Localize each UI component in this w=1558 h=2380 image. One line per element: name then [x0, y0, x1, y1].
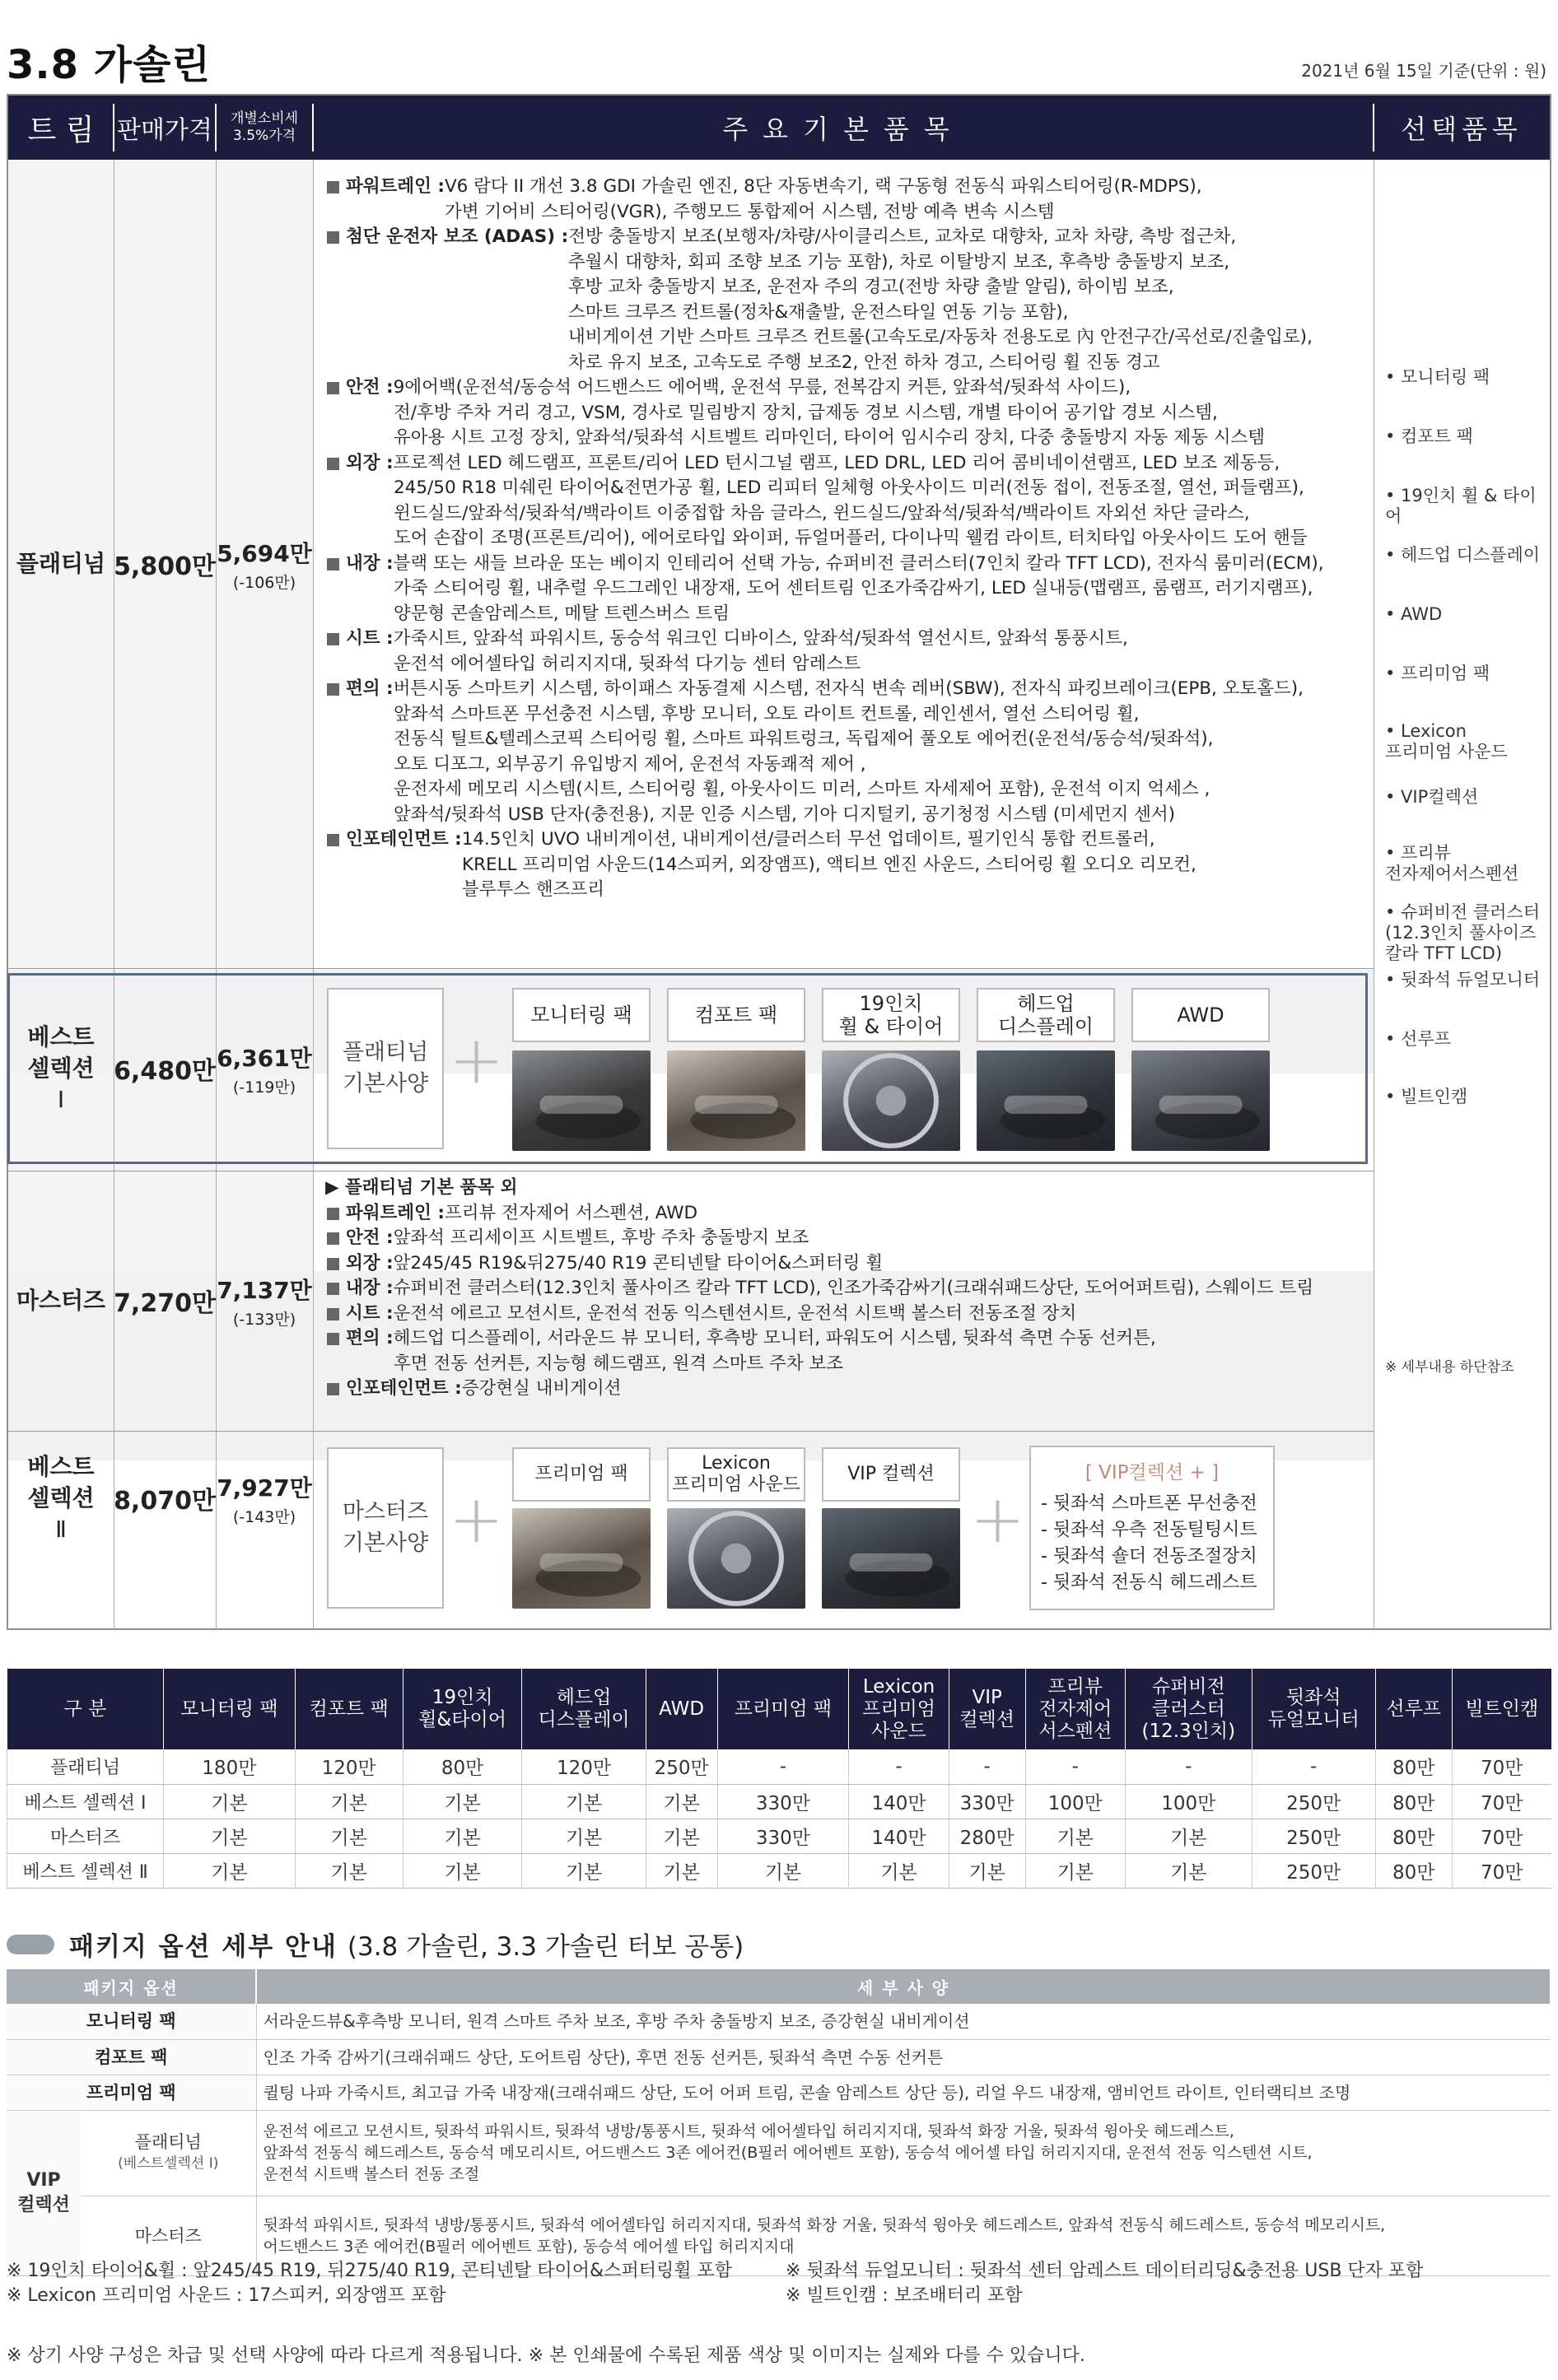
price-cell: 기본	[295, 1784, 403, 1819]
header-price: 판매가격	[114, 95, 216, 160]
price-cell: 100만	[1025, 1784, 1126, 1819]
vip-collection-photo	[822, 1508, 960, 1609]
spec-category: 시트 :	[346, 628, 394, 649]
price-cell: 70만	[1452, 1784, 1551, 1819]
spec-category: 파워트레인 :	[346, 176, 445, 197]
price-cell: 기본	[1126, 1853, 1252, 1888]
bullet-square-icon	[327, 1283, 339, 1295]
premium-pack-photo	[512, 1508, 651, 1609]
bullet-square-icon	[327, 382, 339, 394]
detail-col-spec: 세 부 사 양	[256, 1969, 1551, 2004]
vip-plus-items	[1031, 1484, 1273, 1596]
price-header-cell: 프리미엄 팩	[717, 1669, 849, 1749]
price-header-cell: 헤드업 디스플레이	[522, 1669, 646, 1749]
trim-masters-name: 마스터즈	[16, 1287, 106, 1314]
spec-line	[325, 200, 1371, 226]
spec-text: 14.5인치 UVO 내비게이션, 내비게이션/클러스터 무선 업데이트, 필기인식 통합 컨트롤러,	[461, 829, 1155, 850]
option-price-table	[7, 1669, 1551, 1889]
vip-detail-line: 앞좌석 전동식 헤드레스트, 동승석 메모리시트, 어드밴스드 3존 에어컨(B필러 에어벤트 포함), 동승석 에어셀 타입 허리지지대, 운전석 전동 익스텐션 시트,	[263, 2144, 1313, 2162]
spec-text: 앞좌석 스마트폰 무선충전 시스템, 후방 모니터, 오토 라이트 컨트롤, 레인센서, 열선 스티어링 휠,	[394, 703, 1140, 724]
spec-category: 파워트레인 :	[346, 1202, 445, 1223]
bullet-square-icon	[327, 231, 339, 244]
price-cell: 250만	[1252, 1784, 1375, 1819]
vip-detail-line: 운전석 시트백 볼스터 전동 조절	[263, 2165, 480, 2183]
spec-text: 245/50 R18 미쉐린 타이어&전면가공 휠, LED 리피터 일체형 아웃사이드 미러(전동 접이, 전동조절, 열선, 퍼들램프),	[394, 477, 1304, 498]
spec-line	[325, 677, 1371, 702]
spec-text: 앞좌석 프리세이프 시트벨트, 후방 주차 충돌방지 보조	[393, 1227, 809, 1248]
vip-plus-item: - 뒷좌석 숄더 전동조절장치	[1041, 1546, 1257, 1567]
spec-category: 첨단 운전자 보조 (ADAS) :	[346, 226, 569, 247]
hud-photo	[977, 1050, 1115, 1151]
footnote-builtin-cam: ※ 빌트인캠 : 보조배터리 포함	[786, 2285, 1023, 2306]
footnote-disclaimer: ※ 상기 사양 구성은 차급 및 선택 사양에 따라 다르게 적용됩니다. ※ 본 인쇄물에 수록된 제품 색상 및 이미지는 실제와 다를 수 있습니다.	[7, 2345, 1085, 2366]
spec-category: 인포테인먼트 :	[346, 829, 462, 850]
price-cell: 기본	[1025, 1853, 1126, 1888]
masters-intro: ▶ 플래티넘 기본 품목 외	[325, 1177, 518, 1198]
price-cell: -	[1252, 1749, 1375, 1784]
header-options: 선택품목	[1374, 95, 1550, 160]
price-row	[7, 1784, 1552, 1819]
spec-line	[325, 803, 1371, 828]
price-cell: 기본	[295, 1819, 403, 1853]
spec-text: 운전자세 메모리 시스템(시트, 스티어링 휠, 아웃사이드 미러, 스마트 자세제어 포함), 운전석 이지 억세스 ,	[394, 779, 1210, 799]
package-label: VIP 컬렉션	[822, 1447, 960, 1502]
package-label: 프리미엄 팩	[512, 1447, 651, 1502]
platinum-spec-list	[325, 175, 1371, 903]
price-row-label: 플래티넘	[7, 1749, 164, 1784]
option-item: • 뒷좌석 듀얼모니터	[1385, 970, 1541, 990]
spec-text: 헤드업 디스플레이, 서라운드 뷰 모니터, 후측방 모니터, 파워도어 시스템, 뒷좌석 측면 수동 선커튼,	[393, 1328, 1156, 1348]
price-row	[7, 1749, 1552, 1784]
spec-line	[325, 576, 1371, 602]
price-cell: 180만	[164, 1749, 296, 1784]
spec-category: 내장 :	[346, 552, 394, 574]
package-label: 컴포트 팩	[667, 988, 805, 1042]
vip-plus-title: [ VIP컬렉션 + ]	[1085, 1462, 1220, 1483]
vip-detail-line: 운전석 에르고 모션시트, 뒷좌석 파워시트, 뒷좌석 냉방/통풍시트, 뒷좌석 에어셀타입 허리지지대, 뒷좌석 화장 거울, 뒷좌석 윙아웃 헤드레스트,	[263, 2122, 1234, 2140]
bullet-square-icon	[327, 458, 339, 470]
price-cell: 기본	[403, 1819, 522, 1853]
spec-line	[325, 777, 1371, 803]
option-item: • 컴포트 팩	[1385, 426, 1473, 446]
spec-line	[325, 1352, 1371, 1377]
header-features: 주요기본품목	[313, 95, 1374, 160]
footnote-lexicon: ※ Lexicon 프리미엄 사운드 : 17스피커, 외장앰프 포함	[7, 2285, 446, 2306]
spec-text: 후면 전동 선커튼, 지능형 헤드램프, 원격 스마트 주차 보조	[394, 1353, 844, 1374]
detail-premium-name: 프리미엄 팩	[7, 2075, 256, 2110]
price-cell: 140만	[849, 1784, 949, 1819]
detail-vip-desc-cell	[256, 2110, 1551, 2275]
package-label: 19인치 휠 & 타이어	[822, 988, 960, 1042]
price-header-cell: 빌트인캠	[1452, 1669, 1551, 1749]
spec-line	[325, 878, 1371, 903]
trim-best2-tax-price: 7,927만 (-143만)	[217, 1474, 312, 1526]
plus-icon: +	[970, 1481, 1026, 1558]
price-row-label: 베스트 셀렉션 Ⅱ	[7, 1853, 164, 1888]
spec-text: 버튼시동 스마트키 시스템, 하이패스 자동결제 시스템, 전자식 변속 레버(SBW), 전자식 파킹브레이크(EPB, 오토홀드),	[393, 678, 1304, 699]
price-cell: 70만	[1452, 1749, 1551, 1784]
spec-line	[325, 652, 1371, 678]
trim-best2-price: 8,070만	[114, 1487, 216, 1516]
option-item: • 선루프	[1385, 1029, 1451, 1049]
detail-vip-cell	[7, 2110, 256, 2275]
spec-line	[325, 702, 1371, 728]
detail-col-package: 패키지 옵션	[7, 1969, 256, 2004]
spec-line	[325, 1201, 1371, 1227]
option-item: • 19인치 휠 & 타이어	[1385, 486, 1537, 526]
trim-platinum-name: 플래티넘	[16, 550, 106, 577]
spec-text: 가변 기어비 스티어링(VGR), 주행모드 통합제어 시스템, 전방 예측 변속 시스템	[445, 201, 1055, 222]
spec-line	[325, 1251, 1371, 1277]
spec-text: 프로젝션 LED 헤드램프, 프론트/리어 LED 턴시그널 램프, LED DRL, LED 리어 콤비네이션램프, LED 보조 제동등,	[393, 452, 1280, 473]
price-cell: 기본	[403, 1784, 522, 1819]
spec-category: 편의 :	[346, 678, 394, 699]
package-detail-title: 패키지 옵션 세부 안내 (3.8 가솔린, 3.3 가솔린 터보 공통)	[7, 1926, 744, 1963]
spec-line	[325, 1326, 1371, 1352]
spec-text: 추월시 대향차, 회피 조향 보조 기능 포함), 차로 이탈방지 보조, 후측방 충돌방지 보조,	[568, 251, 1230, 272]
price-header-cell: 컴포트 팩	[295, 1669, 403, 1749]
footnote-wheel: ※ 19인치 타이어&휠 : 앞245/45 R19, 뒤275/40 R19, 콘티넨탈 타이어&스퍼터링휠 포함	[7, 2261, 732, 2281]
vip-detail-line: 어드밴스드 3존 에어컨(B필러 에어벤트 포함), 동승석 에어셀 타입 허리지지대	[263, 2237, 795, 2256]
option-item: • 프리미엄 팩	[1385, 664, 1490, 683]
bullet-square-icon	[327, 558, 339, 571]
trim-best1-name: 베스트 셀렉션 Ⅰ	[27, 1023, 95, 1113]
trim-platinum-price: 5,800만	[114, 552, 216, 581]
spec-text: 차로 유지 보조, 고속도로 주행 보조2, 안전 하차 경고, 스티어링 휠 진동 경고	[568, 352, 1160, 373]
price-header-cell: VIP 컬렉션	[949, 1669, 1025, 1749]
option-item: • Lexicon 프리미엄 사운드	[1385, 721, 1508, 762]
spec-text: 앞좌석/뒷좌석 USB 단자(충전용), 지문 인증 시스템, 기아 디지털키, 공기청정 시스템 (미세먼지 센서)	[394, 803, 1176, 825]
spec-category: 외장 :	[346, 1252, 394, 1274]
price-cell: 330만	[717, 1784, 849, 1819]
detail-vip-masters-label: 마스터즈	[134, 2225, 202, 2246]
price-cell: -	[1025, 1749, 1126, 1784]
price-cell: 80만	[1375, 1784, 1452, 1819]
bullet-square-icon	[327, 1308, 339, 1320]
trim-best1-price: 6,480만	[114, 1057, 216, 1086]
spec-text: 앞245/45 R19&뒤275/40 R19 콘티넨탈 타이어&스퍼터링 휠	[393, 1252, 883, 1274]
price-header-cell: 프리뷰 전자제어 서스펜션	[1025, 1669, 1126, 1749]
header-trim: 트 림	[8, 95, 114, 160]
bullet-square-icon	[327, 683, 339, 696]
spec-line	[325, 300, 1371, 326]
bullet-square-icon	[327, 1208, 339, 1220]
spec-line	[325, 476, 1371, 501]
package-label: 모니터링 팩	[512, 988, 651, 1042]
vip-plus-item: - 뒷좌석 우측 전동틸팅시트	[1041, 1520, 1257, 1540]
trim-platinum-tax-price: 5,694만 (-106만)	[217, 539, 312, 592]
bullet-square-icon	[327, 181, 339, 193]
package-label: AWD	[1131, 988, 1270, 1042]
price-row-label: 베스트 셀렉션 Ⅰ	[7, 1784, 164, 1819]
section-pill-icon	[7, 1935, 54, 1954]
spec-text: 9에어백(운전석/동승석 어드밴스드 에어백, 운전석 무릎, 전복감지 커튼, 앞좌석/뒷좌석 사이드),	[393, 377, 1131, 398]
spec-text: 전/후방 주차 거리 경고, VSM, 경사로 밀림방지 장치, 급제동 경보 시스템, 개별 타이어 공기압 경보 시스템,	[394, 402, 1218, 423]
price-cell: 기본	[164, 1819, 296, 1853]
price-cell: 330만	[949, 1784, 1025, 1819]
spec-text: 전동식 틸트&텔레스코픽 스티어링 휠, 스마트 파워트렁크, 독립제어 풀오토 에어컨(운전석/동승석/뒷좌석),	[394, 729, 1214, 749]
spec-category: 인포테인먼트 :	[346, 1378, 462, 1399]
spec-category: 안전 :	[346, 1227, 394, 1248]
detail-monitoring-name: 모니터링 팩	[7, 2004, 256, 2039]
price-header-cell: 19인치 휠&타이어	[403, 1669, 522, 1749]
spec-line	[325, 853, 1371, 878]
header-tax-price: 개별소비세 3.5%가격	[216, 95, 313, 160]
spec-text: 오토 디포그, 외부공기 유입방지 제어, 운전석 자동쾌적 제어 ,	[394, 753, 866, 775]
detail-comfort-name: 컴포트 팩	[7, 2039, 256, 2075]
detail-vip-platinum-sub: (베스트셀렉션 Ⅰ)	[118, 2155, 219, 2172]
spec-line	[325, 225, 1371, 250]
plus-icon: +	[449, 1022, 505, 1098]
spec-text: 운전석 에어셀타입 허리지지대, 뒷좌석 다기능 센터 암레스트	[394, 653, 861, 674]
price-date-note: 2021년 6월 15일 기준(단위 : 원)	[1301, 61, 1546, 81]
spec-line	[325, 275, 1371, 300]
price-cell: 140만	[849, 1819, 949, 1853]
spec-line	[325, 1276, 1371, 1302]
price-row-label: 마스터즈	[7, 1819, 164, 1853]
price-cell: 기본	[522, 1784, 646, 1819]
spec-text: 블루투스 핸즈프리	[462, 879, 604, 900]
plus-icon: +	[449, 1481, 505, 1558]
price-cell: 280만	[949, 1819, 1025, 1853]
price-cell: 80만	[1375, 1819, 1452, 1853]
spec-text: 스마트 크루즈 컨트롤(정차&재출발, 운전스타일 연동 기능 포함),	[568, 301, 1069, 323]
spec-line	[325, 1376, 1371, 1402]
spec-line	[325, 1226, 1371, 1251]
package-detail-table	[7, 1969, 1551, 2276]
spec-text: 내비게이션 기반 스마트 크루즈 컨트롤(고속도로/자동차 전용도로 內 안전구간/곡선로/진출입로),	[568, 327, 1313, 347]
spec-line	[325, 1302, 1371, 1327]
price-cell: 80만	[1375, 1749, 1452, 1784]
spec-line	[325, 501, 1371, 527]
option-item: • 모니터링 팩	[1385, 367, 1490, 387]
price-cell: 250만	[1252, 1819, 1375, 1853]
price-cell: 기본	[646, 1819, 717, 1853]
spec-line	[325, 250, 1371, 276]
spec-text: 블랙 또는 새들 브라운 또는 베이지 인테리어 선택 가능, 슈퍼비전 클러스터(7인치 칼라 TFT LCD), 전자식 룸미러(ECM),	[393, 552, 1324, 574]
spec-line	[325, 752, 1371, 778]
monitoring-pack-photo	[512, 1050, 651, 1151]
awd-photo	[1131, 1050, 1270, 1151]
spec-category: 외장 :	[346, 452, 394, 473]
vip-plus-item: - 뒷좌석 스마트폰 무선충전	[1041, 1493, 1257, 1514]
price-cell: 80만	[403, 1749, 522, 1784]
spec-line	[325, 526, 1371, 552]
spec-line	[325, 175, 1371, 200]
price-cell: 70만	[1452, 1853, 1551, 1888]
price-header-cell: 뒷좌석 듀얼모니터	[1252, 1669, 1375, 1749]
spec-text: 도어 손잡이 조명(프론트/리어), 에어로타입 와이퍼, 듀얼머플러, 다이나믹 웰컴 라이트, 터치타입 아웃사이드 도어 핸들	[394, 528, 1308, 548]
detail-premium-desc: 퀼팅 나파 가죽시트, 최고급 가죽 내장재(크래쉬패드 상단, 도어 어퍼 트림, 콘솔 암레스트 상단 등), 리얼 우드 내장재, 앰비언트 라이트, 인터랙티브 조명	[256, 2075, 1551, 2110]
spec-line	[325, 325, 1371, 351]
price-cell: 100만	[1126, 1784, 1252, 1819]
best2-base-spec: 마스터즈 기본사양	[327, 1447, 444, 1609]
price-header-cell: 구 분	[7, 1669, 164, 1749]
detail-monitoring-desc: 서라운드뷰&후측방 모니터, 원격 스마트 주차 보조, 후방 주차 충돌방지 보조, 증강현실 내비게이션	[256, 2004, 1551, 2039]
trim-masters-price: 7,270만	[114, 1289, 216, 1318]
options-note: ※ 세부내용 하단참조	[1385, 1359, 1514, 1376]
spec-line	[325, 827, 1371, 853]
option-item: • AWD	[1385, 604, 1443, 624]
package-label: 헤드업 디스플레이	[977, 988, 1115, 1042]
vip-detail-line: 뒷좌석 파워시트, 뒷좌석 냉방/통풍시트, 뒷좌석 에어셀타입 허리지지대, 뒷좌석 화장 거울, 뒷좌석 윙아웃 헤드레스트, 앞좌석 전동식 헤드레스트, 동승석 메모리시트,	[263, 2215, 1386, 2234]
header-divider	[113, 104, 114, 151]
bullet-square-icon	[327, 834, 339, 846]
spec-line	[325, 602, 1371, 627]
spec-line	[325, 401, 1371, 426]
price-header-cell: Lexicon 프리미엄 사운드	[849, 1669, 949, 1749]
spec-line	[325, 375, 1371, 401]
bullet-square-icon	[327, 1258, 339, 1270]
trim-best1-tax-price: 6,361만 (-119만)	[217, 1044, 312, 1097]
spec-text: 슈퍼비전 클러스터(12.3인치 풀사이즈 칼라 TFT LCD), 인조가죽감싸기(크래쉬패드상단, 도어어퍼트림), 스웨이드 트림	[393, 1278, 1314, 1298]
lexicon-sound-photo	[667, 1508, 805, 1609]
price-cell: 80만	[1375, 1853, 1452, 1888]
price-row	[7, 1853, 1552, 1888]
option-item: • 헤드업 디스플레이	[1385, 545, 1541, 565]
spec-category: 안전 :	[346, 377, 394, 398]
package-label: Lexicon 프리미엄 사운드	[667, 1447, 805, 1502]
spec-text: 윈드실드/앞좌석/뒷좌석/백라이트 이중접합 차음 글라스, 윈드실드/앞좌석/뒷좌석/백라이트 자외선 차단 글라스,	[394, 502, 1250, 524]
price-cell: 120만	[295, 1749, 403, 1784]
price-cell: 기본	[717, 1853, 849, 1888]
spec-text: 가죽 스티어링 휠, 내추럴 우드그레인 내장재, 도어 센터트림 인조가죽감싸기, LED 실내등(맵램프, 룸램프, 러기지램프),	[394, 578, 1313, 598]
bullet-square-icon	[327, 1232, 339, 1245]
spec-text: 후방 교차 충돌방지 보조, 운전자 주의 경고(전방 차량 출발 알림), 하이빔 보조,	[568, 277, 1174, 297]
option-item: • 프리뷰 전자제어서스펜션	[1385, 843, 1519, 883]
header-divider	[312, 104, 314, 151]
spec-text: V6 람다 II 개선 3.8 GDI 가솔린 엔진, 8단 자동변속기, 랙 구동형 전동식 파워스티어링(R-MDPS),	[444, 176, 1202, 197]
spec-text: 운전석 에르고 모션시트, 운전석 전동 익스텐션시트, 운전석 시트백 볼스터 전동조절 장치	[393, 1302, 1077, 1324]
detail-comfort-desc: 인조 가죽 감싸기(크래쉬패드 상단, 도어트림 상단), 후면 전동 선커튼, 뒷좌석 측면 수동 선커튼	[256, 2039, 1551, 2075]
vip-plus-box	[1029, 1446, 1275, 1610]
row-divider	[8, 968, 1374, 969]
spec-text: KRELL 프리미엄 사운드(14스피커, 외장앰프), 액티브 엔진 사운드, 스티어링 휠 오디오 리모컨,	[462, 854, 1196, 875]
detail-vip-platinum-label: 플래티넘	[134, 2132, 202, 2152]
price-cell: 기본	[164, 1784, 296, 1819]
price-row	[7, 1819, 1552, 1853]
price-cell: -	[849, 1749, 949, 1784]
spec-category: 편의 :	[346, 1328, 394, 1348]
price-header-cell: AWD	[646, 1669, 717, 1749]
spec-category: 시트 :	[346, 1302, 394, 1324]
price-header-cell: 슈퍼비전 클러스터 (12.3인치)	[1126, 1669, 1252, 1749]
spec-line	[325, 426, 1371, 451]
price-cell: 기본	[164, 1853, 296, 1888]
price-cell: 기본	[949, 1853, 1025, 1888]
price-cell: 70만	[1452, 1819, 1551, 1853]
price-header-cell: 선루프	[1375, 1669, 1452, 1749]
spec-line	[325, 626, 1371, 652]
header-divider	[215, 104, 217, 151]
spec-line	[325, 552, 1371, 577]
price-cell: 250만	[646, 1749, 717, 1784]
price-cell: 250만	[1252, 1853, 1375, 1888]
trim-masters-tax-price: 7,137만 (-133만)	[217, 1276, 312, 1329]
price-cell: 기본	[849, 1853, 949, 1888]
price-cell: -	[949, 1749, 1025, 1784]
spec-text: 프리뷰 전자제어 서스펜션, AWD	[444, 1202, 698, 1223]
spec-text: 양문형 콘솔암레스트, 메탈 트렌스버스 트림	[394, 603, 730, 624]
bullet-square-icon	[327, 1333, 339, 1345]
spec-text: 전방 충돌방지 보조(보행자/차량/사이클리스트, 교차로 대향차, 교차 차량, 측방 접근차,	[568, 226, 1237, 247]
price-cell: 330만	[717, 1819, 849, 1853]
masters-spec-list	[325, 1176, 1371, 1402]
price-cell: -	[717, 1749, 849, 1784]
page-title: 3.8 가솔린	[7, 42, 211, 88]
col-divider	[313, 160, 314, 1630]
price-cell: -	[1126, 1749, 1252, 1784]
price-cell: 기본	[646, 1853, 717, 1888]
trim-best2-name: 베스트 셀렉션 Ⅱ	[27, 1453, 95, 1543]
option-item: • VIP컬렉션	[1385, 787, 1479, 807]
price-cell: 기본	[522, 1819, 646, 1853]
spec-category: 내장 :	[346, 1278, 394, 1298]
detail-vip-platinum-desc	[257, 2111, 1551, 2196]
bullet-square-icon	[327, 633, 339, 645]
option-item: • 슈퍼비전 클러스터 (12.3인치 풀사이즈 칼라 TFT LCD)	[1385, 902, 1541, 963]
price-cell: 기본	[646, 1784, 717, 1819]
price-cell: 기본	[522, 1853, 646, 1888]
price-cell: 기본	[295, 1853, 403, 1888]
detail-vip-name: VIP 컬렉션	[7, 2111, 81, 2275]
best1-base-spec: 플래티넘 기본사양	[327, 988, 444, 1149]
price-cell: 기본	[1126, 1819, 1252, 1853]
price-cell: 기본	[1025, 1819, 1126, 1853]
spec-text: 증강현실 내비게이션	[461, 1378, 622, 1399]
vip-plus-item: - 뒷좌석 전동식 헤드레스트	[1041, 1572, 1257, 1593]
header-divider	[1373, 104, 1374, 151]
spec-line	[325, 351, 1371, 376]
comfort-pack-photo	[667, 1050, 805, 1151]
spec-text: 유아용 시트 고정 장치, 앞좌석/뒷좌석 시트벨트 리마인더, 타이어 임시수리 장치, 다중 충돌방지 자동 제동 시스템	[394, 427, 1266, 448]
option-item: • 빌트인캠	[1385, 1087, 1468, 1106]
price-cell: 기본	[403, 1853, 522, 1888]
footnote-dual-monitor: ※ 뒷좌석 듀얼모니터 : 뒷좌석 센터 암레스트 데이터리딩&충전용 USB 단자 포함	[786, 2261, 1424, 2281]
bullet-square-icon	[327, 1383, 339, 1395]
spec-text: 가죽시트, 앞좌석 파워시트, 동승석 워크인 디바이스, 앞좌석/뒷좌석 열선시트, 앞좌석 통풍시트,	[393, 628, 1128, 649]
spec-line	[325, 451, 1371, 477]
price-header-cell: 모니터링 팩	[164, 1669, 296, 1749]
wheel-photo	[822, 1050, 960, 1151]
spec-line	[325, 727, 1371, 752]
trim-features-table	[7, 94, 1551, 1630]
price-cell: 120만	[522, 1749, 646, 1784]
